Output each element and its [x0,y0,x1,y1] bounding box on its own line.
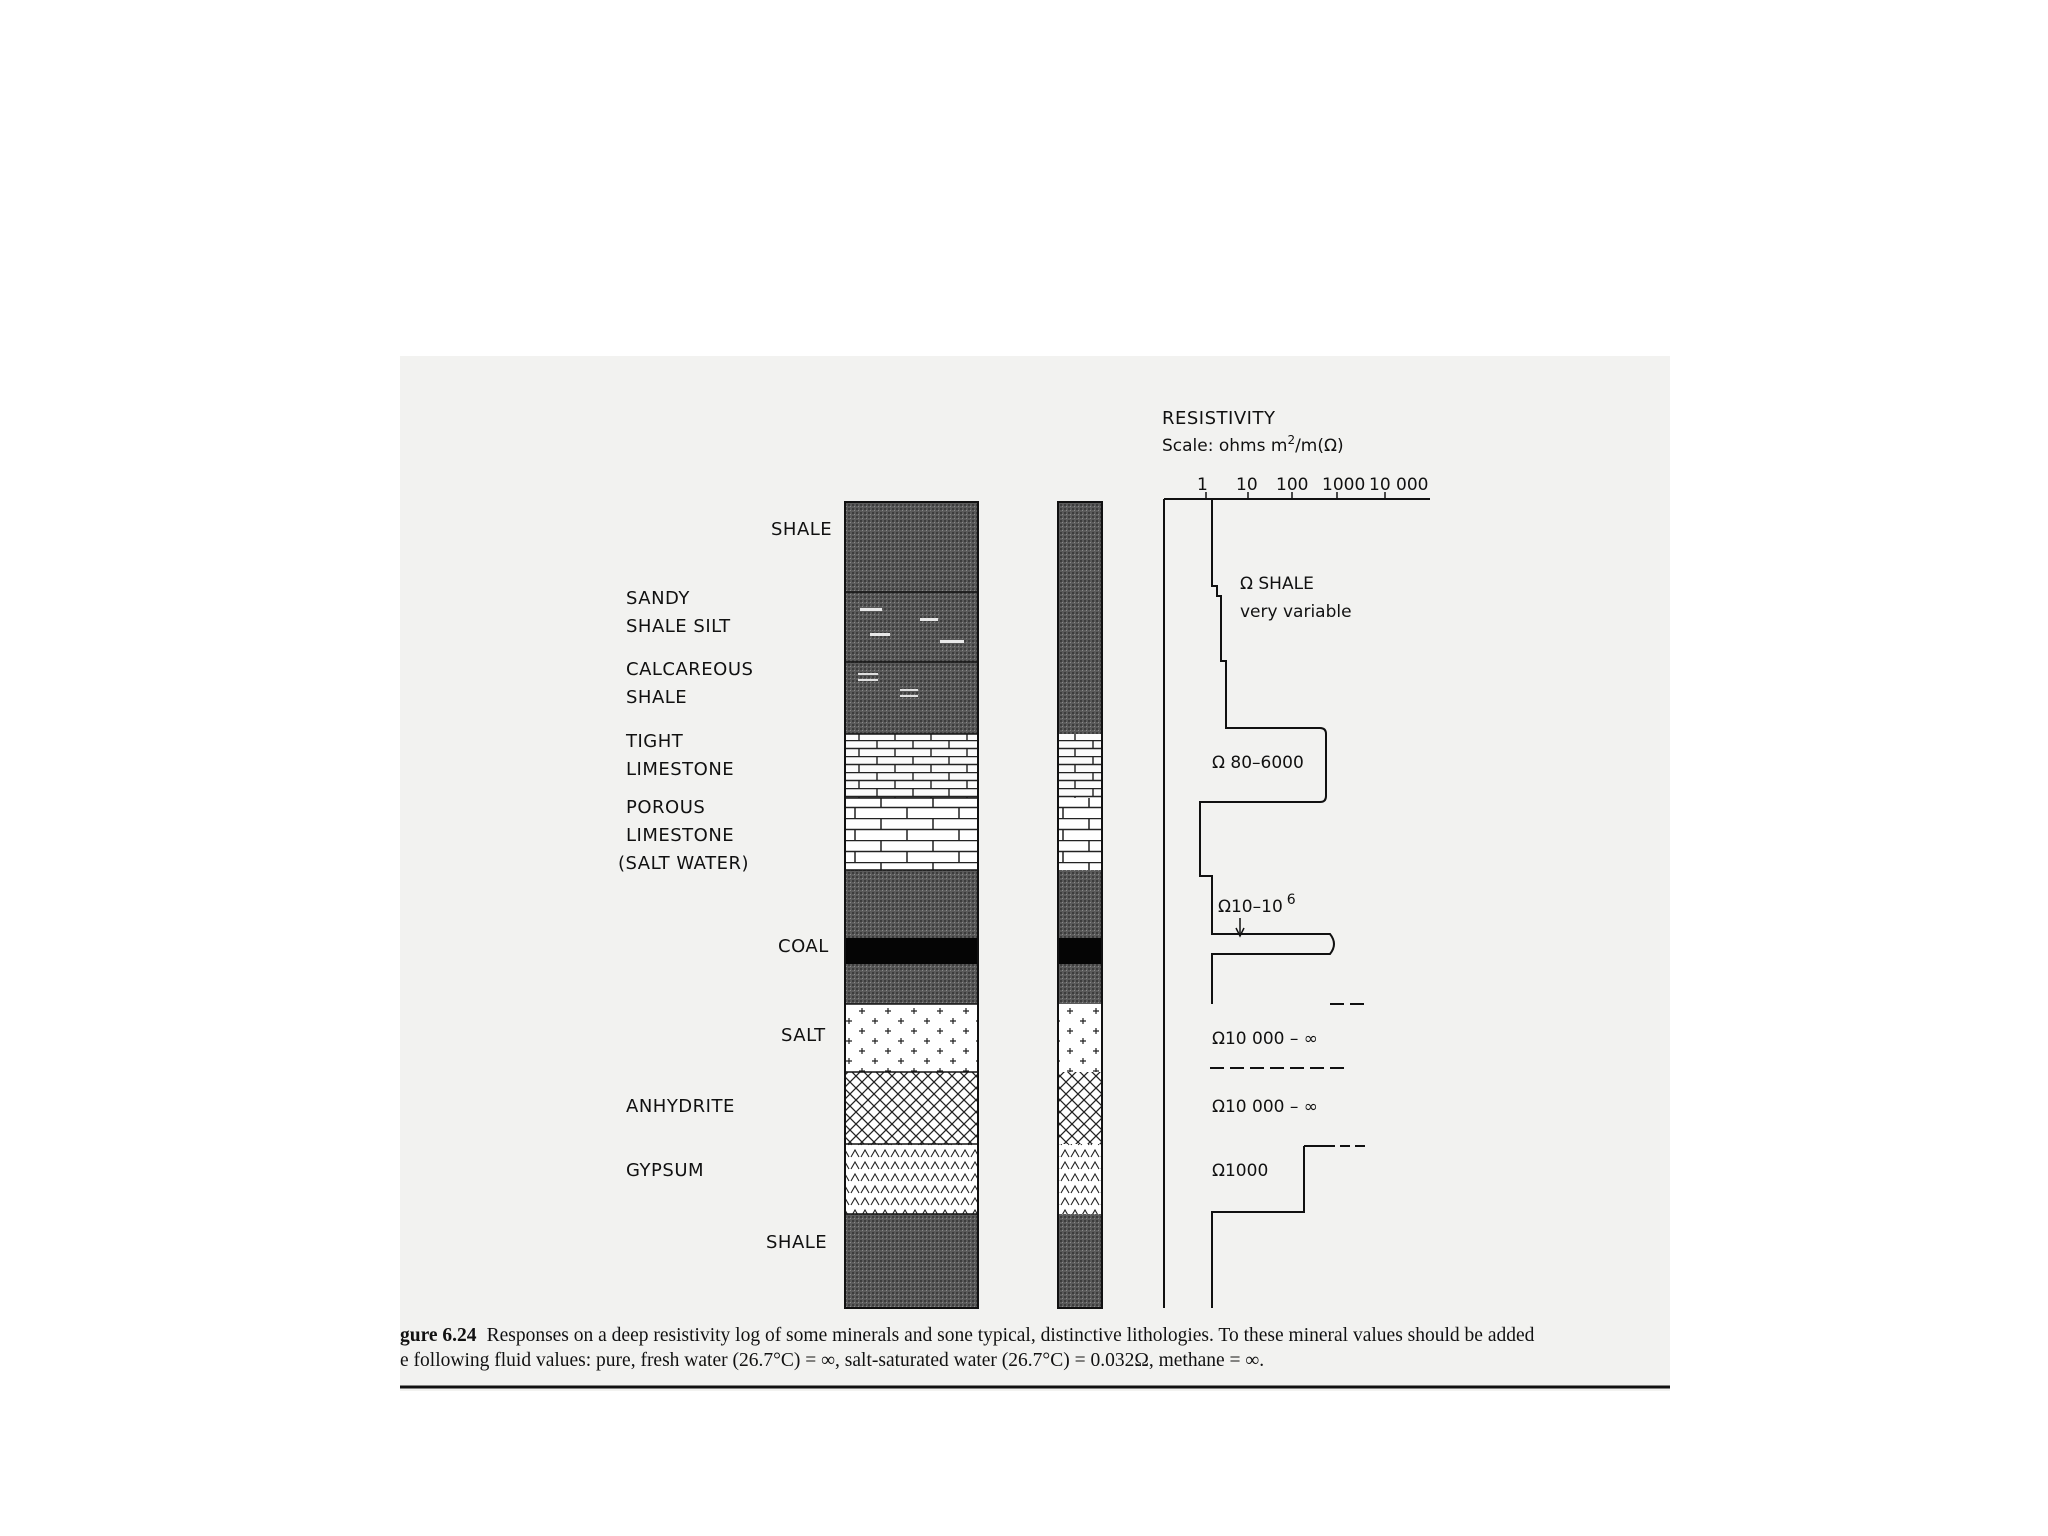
layer-salt [845,1004,978,1072]
note-shale-variable: very variable [1240,602,1352,622]
layer-label-tight-limestone: TIGHT [626,731,684,752]
layer-porous-limestone [845,798,978,870]
layer-label-coal: COAL [778,936,829,957]
resistivity-header [1162,408,1430,499]
lithology-labels [618,519,832,1253]
layer-label-tight-limestone: LIMESTONE [626,759,735,780]
tick-label: 10 000 [1369,475,1429,495]
layer-tight-limestone [845,734,978,798]
layer-label-sandy-shale: SHALE SILT [626,616,731,637]
layer-coal [845,938,978,964]
layer-sandy-shale [845,592,978,662]
layer-calcareous-shale [845,662,978,734]
caption-line-2: e following fluid values: pure, fresh water (26.7°C) = ∞, salt-saturated water (26.7°C) = 0.032Ω, methane = ∞. [400,1350,1265,1371]
note-shale: Ω SHALE [1240,574,1314,594]
layer-label-shale-bottom: SHALE [766,1232,828,1253]
note-anhydrite: Ω10 000 – ∞ [1212,1097,1318,1117]
resistivity-title: RESISTIVITY [1162,408,1276,429]
layer-label-porous-limestone: (SALT WATER) [618,853,749,874]
note-salt: Ω10 000 – ∞ [1212,1029,1318,1049]
tick-label: 100 [1276,475,1309,495]
caption-line-1: gure 6.24 Responses on a deep resistivity log of some minerals and sone typical, distinctive lithologies. To these mineral values should be added [400,1325,1535,1346]
layer-shale-lower [845,964,978,1004]
layer-label-salt: SALT [781,1025,826,1046]
lithology-column-thin [1058,502,1102,1308]
scale-label: Scale: ohms $m^2/m(\Omega)$ [1162,433,1344,456]
figure-caption [400,1325,1670,1387]
figure-scan [400,356,1670,1391]
resistivity-figure [400,356,1670,1391]
layer-label-calcareous-shale: CALCAREOUS [626,659,754,680]
layer-label-anhydrite: ANHYDRITE [626,1096,735,1117]
layer-anhydrite [845,1072,978,1144]
layer-label-calcareous-shale: SHALE [626,687,688,708]
tick-label: 1000 [1322,475,1366,495]
layer-label-porous-limestone: LIMESTONE [626,825,735,846]
layer-label-sandy-shale: SANDY [626,588,690,609]
tick-label: 1 [1197,475,1208,495]
layer-label-gypsum: GYPSUM [626,1160,705,1181]
layer-shale-base [845,1214,978,1308]
layer-shale-mid [845,870,978,938]
note-limestone: Ω 80–6000 [1212,753,1304,773]
layer-gypsum [845,1144,978,1214]
note-coal: Ω10–10 $^6$ [1218,892,1296,917]
lithology-column-main [845,502,978,1308]
layer-shale [845,502,978,592]
caption-label: gure 6.24 [400,1325,477,1346]
layer-label-shale-top: SHALE [771,519,833,540]
layer-label-porous-limestone: POROUS [626,797,706,818]
scale-ticks [1197,475,1428,495]
note-gypsum: Ω1000 [1212,1161,1269,1181]
resistivity-annotations [1212,574,1352,1181]
tick-label: 10 [1236,475,1258,495]
